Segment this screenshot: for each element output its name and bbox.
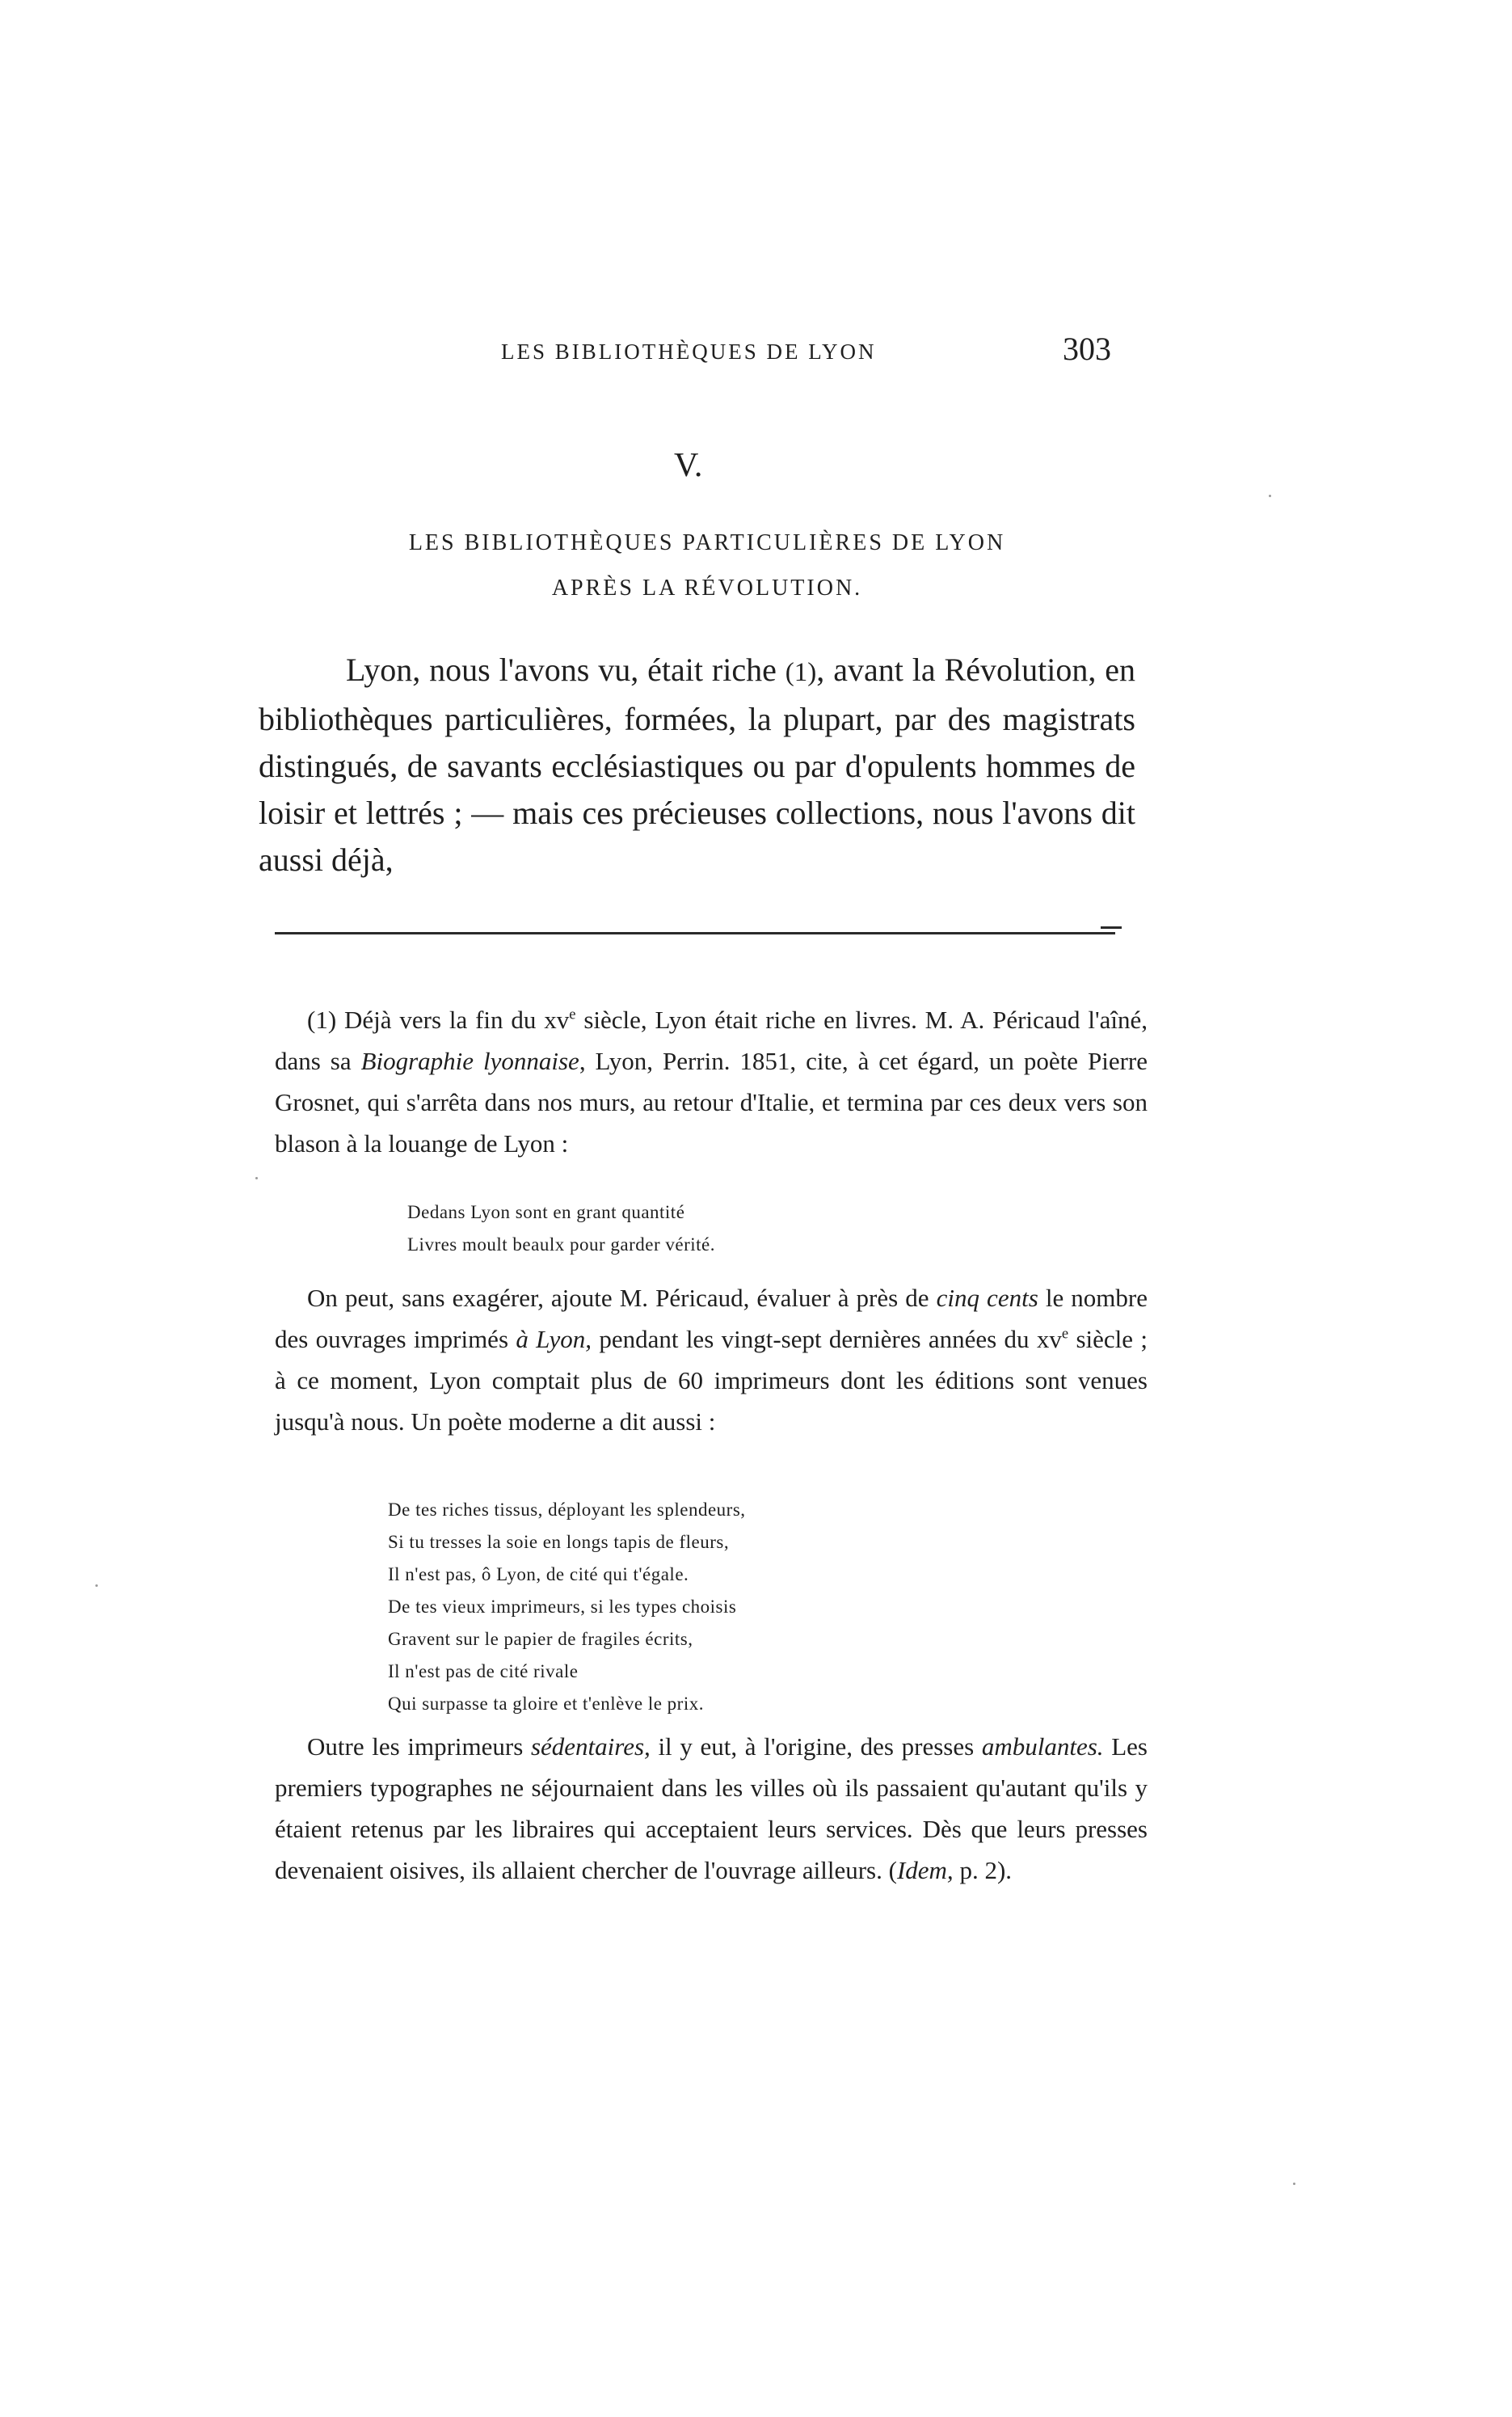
superscript: e <box>569 1006 576 1023</box>
running-head: LES BIBLIOTHÈQUES DE LYON <box>501 340 877 364</box>
verse-line: De tes riches tissus, déployant les splendeurs, <box>388 1500 746 1520</box>
footnote-rule <box>275 932 1115 934</box>
italic-text: ambulantes. <box>981 1732 1104 1761</box>
italic-text: Idem, <box>896 1856 954 1884</box>
verse-line: Il n'est pas, ô Lyon, de cité qui t'égale. <box>388 1564 689 1584</box>
verse-line: Dedans Lyon sont en grant quantité <box>407 1202 685 1222</box>
verse-line: De tes vieux imprimeurs, si les types choisis <box>388 1597 737 1617</box>
page-number: 303 <box>1063 331 1111 367</box>
scan-speck <box>95 1584 98 1587</box>
italic-text: cinq cents <box>936 1284 1038 1312</box>
verse-line: Si tu tresses la soie en longs tapis de fleurs, <box>388 1532 730 1552</box>
section-numeral: V. <box>674 447 703 484</box>
footnote-paragraph-1 <box>275 999 1148 1164</box>
verse-line: Il n'est pas de cité rivale <box>388 1661 579 1681</box>
footnote-text: le nombre des ouvrages imprimés <box>275 1284 1148 1353</box>
footnote-text: , Lyon, Perrin. 1851, cite, à cet égard, un poète Pierre Grosnet, qui s'arrêta dans nos murs, au retour d'Italie, et termina par ces deux vers son blason à la louange de Lyon : <box>275 1047 1148 1158</box>
verse-quote-2 <box>388 1494 746 1720</box>
body-paragraph <box>259 647 1135 884</box>
scan-speck <box>1293 2183 1295 2185</box>
footnote-text: On peut, sans exagérer, ajoute M. Péricaud, évaluer à près de <box>307 1284 937 1312</box>
footnote-text: siècle, Lyon était riche en livres. M. A. Péricaud l'aîné, dans sa <box>275 1006 1148 1075</box>
verse-line: Gravent sur le papier de fragiles écrits, <box>388 1629 693 1649</box>
superscript: e <box>1061 1325 1069 1343</box>
footnote-text: il y eut, à l'origine, des presses <box>650 1732 982 1761</box>
verse-line: Qui surpasse ta gloire et t'enlève le prix. <box>388 1694 704 1714</box>
footnote-text: siècle ; à ce moment, Lyon comptait plus de 60 imprimeurs dont les éditions sont venues jusqu'à nous. Un poète moderne a dit aussi : <box>275 1325 1148 1436</box>
footnote-text: p. 2). <box>953 1856 1013 1884</box>
footnote-paragraph-2 <box>275 1277 1148 1442</box>
footnote-paragraph-3 <box>275 1726 1148 1891</box>
footnote-rule-end <box>1101 926 1122 929</box>
section-title-line-2: APRÈS LA RÉVOLUTION. <box>551 576 863 601</box>
body-text-part: , avant la Révolution, en bibliothèques particulières, formées, la plupart, par des magistrats distingués, de savants ecclésiastiques ou par d'opulents hommes de loisir et lettrés ; — mais ces précieuses collections, nous l'avons dit aussi déjà, <box>259 652 1136 878</box>
scan-speck <box>255 1177 258 1179</box>
italic-text: à Lyon, <box>516 1325 592 1353</box>
section-title-line-1: LES BIBLIOTHÈQUES PARTICULIÈRES DE LYON <box>408 530 1006 555</box>
verse-line: Livres moult beaulx pour garder vérité. <box>407 1234 715 1255</box>
footnote-text: (1) Déjà vers la fin du xv <box>307 1006 570 1034</box>
body-text-part: Lyon, nous l'avons vu, était riche <box>346 652 785 688</box>
verse-quote-1 <box>407 1196 715 1261</box>
scan-speck <box>1269 495 1271 497</box>
footnote-text: Outre les imprimeurs <box>307 1732 531 1761</box>
footnote-text: Les premiers typographes ne séjournaient dans les villes où ils passaient qu'autant qu'ils y étaient retenus par les libraires qui acceptaient leurs services. Dès que leurs presses devenaient oisives, ils allaient chercher de l'ouvrage ailleurs. ( <box>275 1732 1148 1884</box>
footnote-reference: (1) <box>785 658 817 687</box>
footnote-text: pendant les vingt-sept dernières années du xv <box>592 1325 1062 1353</box>
italic-text: sédentaires, <box>530 1732 651 1761</box>
book-title: Biographie lyonnaise <box>360 1047 579 1075</box>
